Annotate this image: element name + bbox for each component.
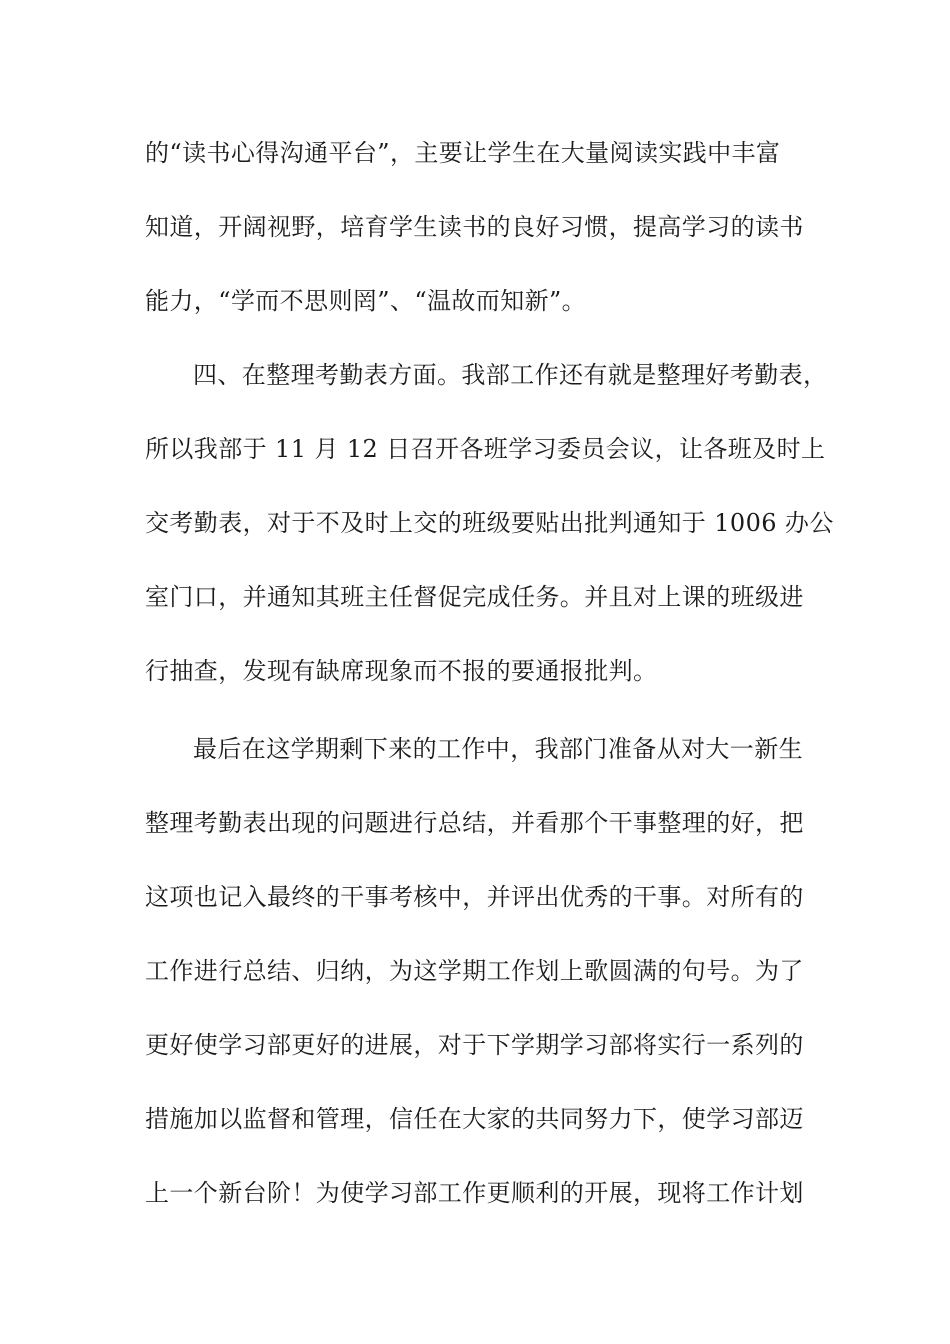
paragraph-start-line: 最后在这学期剩下来的工作中，我部门准备从对大一新生 (193, 735, 803, 763)
text-line: 交考勤表，对于不及时上交的班级要贴出批判通知于 1006 办公 (145, 509, 834, 537)
text-line: 上一个新台阶！为使学习部工作更顺利的开展，现将工作计划 (145, 1179, 804, 1207)
paragraph-start-line: 四、在整理考勤表方面。我部工作还有就是整理好考勤表， (193, 361, 828, 389)
text-line: 更好使学习部更好的进展，对于下学期学习部将实行一系列的 (145, 1031, 804, 1059)
text-line: 整理考勤表出现的问题进行总结，并看那个干事整理的好，把 (145, 809, 804, 837)
text-line: 的“读书心得沟通平台”，主要让学生在大量阅读实践中丰富 (145, 139, 781, 167)
text-line: 这项也记入最终的干事考核中，并评出优秀的干事。对所有的 (145, 883, 804, 911)
text-line: 工作进行总结、归纳，为这学期工作划上歌圆满的句号。为了 (145, 957, 804, 985)
text-line: 行抽查，发现有缺席现象而不报的要通报批判。 (145, 657, 658, 685)
text-line: 能力，“学而不思则罔”、“温故而知新”。 (145, 287, 587, 315)
text-line: 知道，开阔视野，培育学生读书的良好习惯，提高学习的读书 (145, 213, 804, 241)
text-line: 所以我部于 11 月 12 日召开各班学习委员会议，让各班及时上 (145, 435, 826, 463)
text-line: 措施加以监督和管理，信任在大家的共同努力下，使学习部迈 (145, 1105, 804, 1133)
text-line: 室门口，并通知其班主任督促完成任务。并且对上课的班级进 (145, 583, 804, 611)
